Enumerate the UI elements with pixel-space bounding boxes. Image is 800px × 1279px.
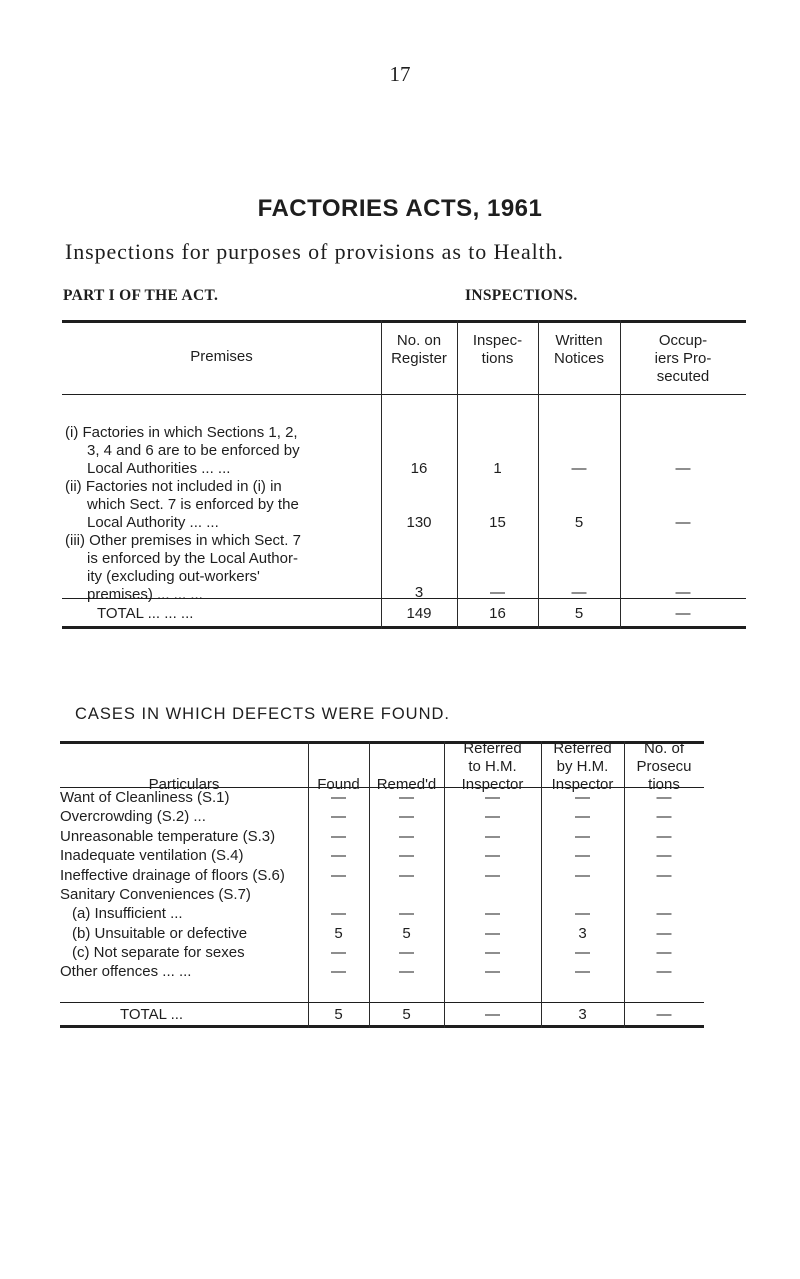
cell-remedied: — bbox=[399, 963, 414, 980]
total-prosecutions: — bbox=[656, 1006, 672, 1023]
cell-referred-to: — bbox=[485, 944, 500, 961]
row-label: (a) Insufficient ... bbox=[72, 905, 183, 922]
cell-remedied: — bbox=[399, 944, 414, 961]
row-label-line: is enforced by the Local Author- bbox=[87, 550, 298, 567]
total-remedied: 5 bbox=[402, 1006, 411, 1023]
total-label: TOTAL ... bbox=[120, 1006, 184, 1023]
cell-found: — bbox=[331, 808, 346, 825]
cell-referred-to: — bbox=[485, 867, 500, 884]
cell-remedied: — bbox=[399, 808, 414, 825]
header-register-line: Register bbox=[391, 350, 447, 367]
table-bottom-rule bbox=[62, 626, 746, 629]
header-particulars: Particulars bbox=[148, 776, 220, 793]
cell-register: 130 bbox=[406, 514, 432, 531]
header-prosecuted bbox=[620, 332, 746, 386]
row-label-line: (iii) Other premises in which Sect. 7 bbox=[65, 532, 301, 549]
cell-prosecutions: — bbox=[656, 905, 672, 922]
page-number: 17 bbox=[389, 62, 411, 86]
cell-referred-to: — bbox=[485, 963, 500, 980]
cell-prosecutions: — bbox=[656, 847, 672, 864]
total-label: TOTAL ... ... ... bbox=[97, 605, 194, 622]
cell-found: — bbox=[331, 944, 346, 961]
row-label-line: (i) Factories in which Sections 1, 2, bbox=[65, 424, 298, 441]
total-inspections: 16 bbox=[489, 605, 506, 622]
header-referred-by bbox=[541, 740, 624, 794]
row-label: Other offences ... ... bbox=[60, 963, 192, 980]
header-referred-to-line: Referred bbox=[463, 740, 522, 757]
cell-prosecuted: — bbox=[675, 584, 691, 601]
header-prosecutions-line: Prosecu bbox=[636, 758, 692, 775]
table-total-rule bbox=[60, 1002, 704, 1003]
cell-inspections: — bbox=[490, 584, 505, 601]
header-premises: Premises bbox=[190, 348, 253, 365]
row-label-line: Local Authorities ... ... bbox=[87, 460, 231, 477]
total-found: 5 bbox=[334, 1006, 343, 1023]
table-top-rule bbox=[62, 320, 746, 323]
header-prosecutions-line: No. of bbox=[643, 740, 685, 757]
header-found: Found bbox=[317, 776, 360, 793]
header-prosecuted-line: secuted bbox=[656, 368, 710, 385]
cell-remedied: — bbox=[399, 905, 414, 922]
cell-remedied: — bbox=[399, 828, 414, 845]
cell-found: — bbox=[331, 867, 346, 884]
cell-remedied: 5 bbox=[402, 925, 411, 942]
document-subtitle: Inspections for purposes of provisions as to Health. bbox=[65, 239, 564, 264]
cell-notices: 5 bbox=[574, 514, 584, 531]
row-label: (b) Unsuitable or defective bbox=[72, 925, 248, 942]
row-label: Unreasonable temperature (S.3) bbox=[60, 828, 276, 845]
cell-found: — bbox=[331, 847, 346, 864]
row-label-line: Local Authority ... ... bbox=[87, 514, 219, 531]
header-prosecutions-line: tions bbox=[648, 776, 680, 793]
defects-section-heading: CASES IN WHICH DEFECTS WERE FOUND. bbox=[75, 705, 451, 723]
cell-register: 16 bbox=[410, 460, 428, 477]
header-inspections-line: tions bbox=[481, 350, 514, 367]
cell-referred-by: 3 bbox=[578, 925, 587, 942]
cell-found: 5 bbox=[334, 925, 343, 942]
header-referred-to-line: Inspector bbox=[461, 776, 524, 793]
header-register-line: No. on bbox=[396, 332, 442, 349]
cell-prosecutions: — bbox=[656, 808, 672, 825]
cell-prosecutions: — bbox=[656, 789, 672, 806]
cell-prosecutions: — bbox=[656, 828, 672, 845]
row-label-line: which Sect. 7 is enforced by the bbox=[87, 496, 299, 513]
row-label-line: ity (excluding out-workers' bbox=[87, 568, 260, 585]
cell-register: 3 bbox=[414, 584, 424, 601]
cell-prosecutions: — bbox=[656, 867, 672, 884]
header-notices-line: Notices bbox=[553, 350, 605, 367]
cell-referred-by: — bbox=[575, 963, 590, 980]
header-referred-to bbox=[444, 740, 541, 794]
cell-prosecuted: — bbox=[675, 514, 691, 531]
cell-referred-by: — bbox=[575, 808, 590, 825]
header-inspections-line: Inspec- bbox=[472, 332, 523, 349]
row-label: Inadequate ventilation (S.4) bbox=[60, 847, 244, 864]
total-register: 149 bbox=[406, 605, 432, 622]
cell-referred-to: — bbox=[485, 808, 500, 825]
row-label: Ineffective drainage of floors (S.6) bbox=[60, 867, 285, 884]
cell-referred-to: — bbox=[485, 789, 500, 806]
table-bottom-rule bbox=[60, 1025, 704, 1028]
row-label-line: (ii) Factories not included in (i) in bbox=[65, 478, 282, 495]
header-referred-by-line: Inspector bbox=[551, 776, 614, 793]
cell-prosecuted: — bbox=[675, 460, 691, 477]
cell-remedied: — bbox=[399, 867, 414, 884]
row-label-line: premises) ... ... ... bbox=[87, 586, 203, 603]
cell-inspections: 15 bbox=[489, 514, 506, 531]
part-heading: PART I OF THE ACT. bbox=[63, 287, 219, 304]
cell-referred-by: — bbox=[575, 944, 590, 961]
cell-referred-by: — bbox=[575, 828, 590, 845]
table-header-rule bbox=[62, 394, 746, 395]
header-prosecuted-line: iers Pro- bbox=[654, 350, 712, 367]
header-notices-line: Written bbox=[555, 332, 603, 349]
cell-prosecutions: — bbox=[656, 944, 672, 961]
cell-found: — bbox=[331, 905, 346, 922]
cell-notices: — bbox=[571, 460, 587, 477]
cell-referred-by: — bbox=[575, 789, 590, 806]
cell-referred-by: — bbox=[575, 867, 590, 884]
total-referred-by: 3 bbox=[578, 1006, 587, 1023]
cell-remedied: — bbox=[399, 847, 414, 864]
cell-remedied: — bbox=[399, 789, 414, 806]
cell-referred-by: — bbox=[575, 905, 590, 922]
cell-referred-to: — bbox=[485, 905, 500, 922]
row-label: Want of Cleanliness (S.1) bbox=[60, 789, 230, 806]
total-referred-to: — bbox=[485, 1006, 500, 1023]
inspections-heading: INSPECTIONS. bbox=[465, 287, 578, 304]
cell-notices: — bbox=[571, 584, 587, 601]
cell-referred-to: — bbox=[485, 925, 500, 942]
cell-referred-by: — bbox=[575, 847, 590, 864]
cell-prosecutions: — bbox=[656, 963, 672, 980]
inspections-table bbox=[62, 320, 746, 630]
document-title: FACTORIES ACTS, 1961 bbox=[257, 195, 543, 222]
header-notices bbox=[538, 332, 620, 368]
header-inspections bbox=[457, 332, 538, 368]
row-label-line: 3, 4 and 6 are to be enforced by bbox=[87, 442, 300, 459]
header-prosecutions bbox=[624, 740, 704, 794]
cell-referred-to: — bbox=[485, 847, 500, 864]
header-referred-by-line: by H.M. bbox=[556, 758, 609, 775]
row-label: (c) Not separate for sexes bbox=[72, 944, 245, 961]
total-prosecuted: — bbox=[675, 605, 691, 622]
header-register bbox=[381, 332, 457, 368]
cell-found: — bbox=[331, 963, 346, 980]
header-referred-by-line: Referred bbox=[553, 740, 612, 757]
cell-found: — bbox=[331, 789, 346, 806]
cell-found: — bbox=[331, 828, 346, 845]
row-label: Overcrowding (S.2) ... bbox=[60, 808, 206, 825]
cell-referred-to: — bbox=[485, 828, 500, 845]
row-label: Sanitary Conveniences (S.7) bbox=[60, 886, 251, 903]
cell-inspections: 1 bbox=[493, 460, 502, 477]
header-prosecuted-line: Occup- bbox=[658, 332, 708, 349]
header-remedied: Remed'd bbox=[376, 776, 437, 793]
header-referred-to-line: to H.M. bbox=[468, 758, 517, 775]
total-notices: 5 bbox=[574, 605, 584, 622]
defects-table bbox=[60, 741, 704, 1031]
cell-prosecutions: — bbox=[656, 925, 672, 942]
